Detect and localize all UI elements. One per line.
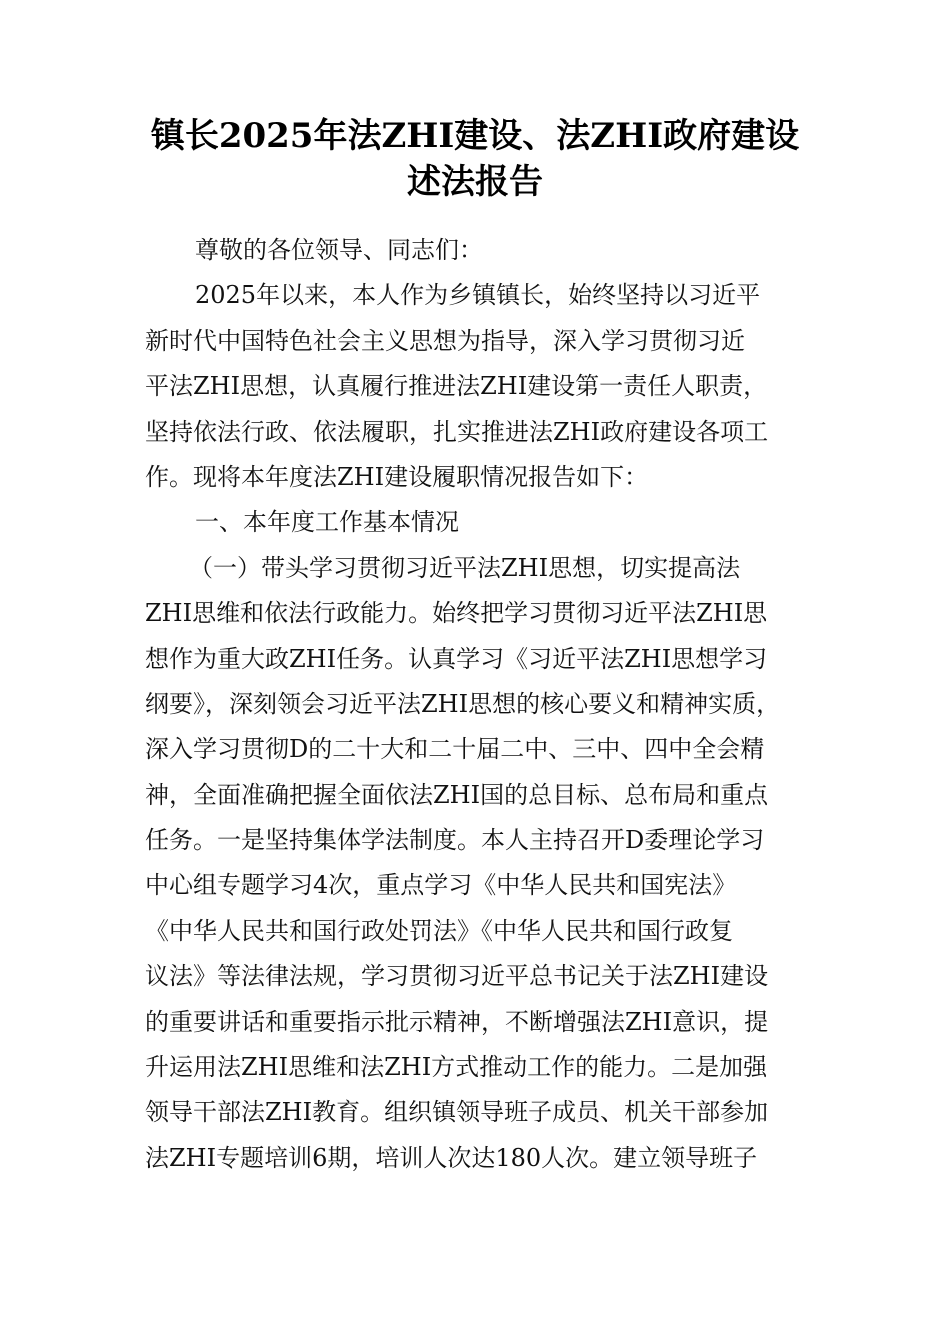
paragraph-line: 2025年以来，本人作为乡镇镇长，始终坚持以习近平 xyxy=(195,281,761,310)
paragraph-line: 纲要》，深刻领会习近平法ZHI思想的核心要义和精神实质， xyxy=(145,689,781,718)
paragraph-line: 的重要讲话和重要指示批示精神，不断增强法ZHI意识，提 xyxy=(145,1007,769,1036)
paragraph-line: 升运用法ZHI思维和法ZHI方式推动工作的能力。二是加强 xyxy=(145,1053,768,1082)
document-title-line2: 述法报告 xyxy=(407,162,543,202)
subsection-heading: （一）带头学习贯彻习近平法ZHI思想，切实提高法 xyxy=(189,553,741,582)
paragraph-line: 中心组专题学习4次，重点学习《中华人民共和国宪法》 xyxy=(145,871,737,900)
paragraph-line: 坚持依法行政、依法履职，扎实推进法ZHI政府建设各项工 xyxy=(145,417,769,446)
paragraph-line: 神，全面准确把握全面依法ZHI国的总目标、总布局和重点 xyxy=(145,780,769,809)
document-title: 镇长2025年法ZHI建设、法ZHI政府建设 xyxy=(150,116,800,156)
paragraph-line: 领导干部法ZHI教育。组织镇领导班子成员、机关干部参加 xyxy=(145,1098,769,1127)
paragraph-line: 法ZHI专题培训6期，培训人次达180人次。建立领导班子 xyxy=(145,1143,758,1172)
paragraph-line: 作。现将本年度法ZHI建设履职情况报告如下： xyxy=(145,462,649,491)
paragraph-line: 任务。一是坚持集体学法制度。本人主持召开D委理论学习 xyxy=(145,826,765,855)
document-body xyxy=(145,228,825,1181)
paragraph-line: 平法ZHI思想，认真履行推进法ZHI建设第一责任人职责， xyxy=(145,372,768,401)
salutation: 尊敬的各位领导、同志们： xyxy=(195,236,483,264)
paragraph-line: ZHI思维和依法行政能力。始终把学习贯彻习近平法ZHI思 xyxy=(145,599,768,628)
section-heading: 一、本年度工作基本情况 xyxy=(195,508,459,537)
paragraph-line: 深入学习贯彻D的二十大和二十届二中、三中、四中全会精 xyxy=(145,735,765,764)
paragraph-line: 《中华人民共和国行政处罚法》《中华人民共和国行政复 xyxy=(145,916,733,945)
paragraph-line: 新时代中国特色社会主义思想为指导，深入学习贯彻习近 xyxy=(145,326,745,355)
paragraph-line: 议法》等法律法规，学习贯彻习近平总书记关于法ZHI建设 xyxy=(145,962,769,991)
paragraph-line: 想作为重大政ZHI任务。认真学习《习近平法ZHI思想学习 xyxy=(145,644,768,673)
